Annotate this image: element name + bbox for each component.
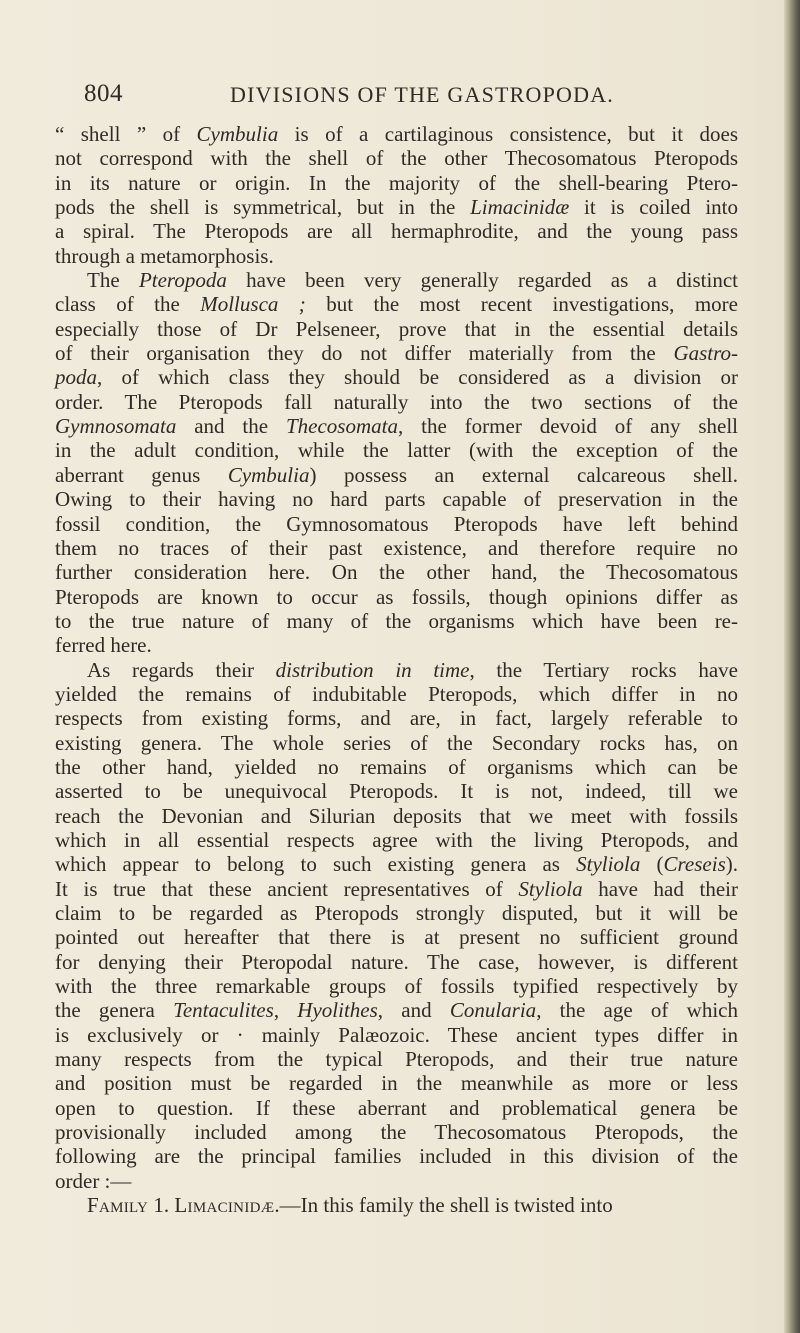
small-caps-text: Family (87, 1193, 149, 1218)
text-segment: and the (176, 414, 286, 439)
text-segment: “ shell ” of (55, 122, 197, 146)
text-line (55, 1071, 738, 1095)
text-line (55, 852, 738, 876)
text-line (55, 804, 738, 828)
text-segment: for denying their Pteropodal nature. The case, however, is different (55, 949, 738, 974)
text-segment: the other hand, yielded no remains of organisms which can be (55, 754, 738, 779)
text-segment: order. The Pteropods fall naturally into the two sections of the (55, 389, 738, 414)
italic-text: distribution in time (275, 657, 470, 682)
italic-text: Cymbulia (196, 122, 279, 146)
text-line (55, 779, 738, 803)
text-segment: , (273, 998, 298, 1023)
text-segment: is exclusively or · mainly Palæozoic. These ancient types differ in (55, 1022, 738, 1047)
text-line (55, 487, 738, 511)
text-line (55, 1120, 738, 1144)
text-segment: is of a cartilaginous consistence, but it does (278, 122, 738, 146)
text-line (55, 171, 738, 195)
text-segment: through a metamorphosis. (55, 243, 274, 268)
text-line (55, 731, 738, 755)
italic-text: Limacinidæ (470, 195, 570, 220)
text-segment: claim to be regarded as Pteropods strongly disputed, but it will be (55, 901, 738, 925)
page-header (84, 80, 764, 110)
text-segment: of their organisation they do not differ materially from the (55, 341, 674, 366)
text-segment: following are the principal families included in this division of the (55, 1144, 738, 1169)
text-line (55, 658, 738, 682)
text-line (55, 1144, 738, 1168)
text-line (55, 633, 738, 657)
text-segment: the genera (55, 998, 174, 1023)
text-line (55, 122, 738, 146)
text-line (55, 341, 738, 365)
text-segment: provisionally included among the Thecosomatous Pteropods, the (55, 1120, 738, 1145)
text-line (55, 609, 738, 633)
italic-text: Thecosomata (285, 414, 398, 439)
italic-text: Gastro- (673, 341, 738, 366)
text-line (55, 146, 738, 170)
text-segment: which appear to belong to such existing genera as (55, 852, 577, 877)
text-segment: especially those of Dr Pelseneer, prove that in the essential details (55, 316, 738, 341)
text-segment: them no traces of their past existence, and therefore require no (55, 535, 738, 560)
text-line (55, 974, 738, 998)
text-segment: respects from existing forms, and are, in fact, largely referable to (55, 706, 738, 731)
text-segment: pods the shell is symmetrical, but in the (55, 195, 471, 220)
italic-text: Hyolithes (297, 998, 378, 1023)
text-segment: Pteropods are known to occur as fossils, though opinions differ as (55, 584, 738, 609)
italic-text: Pteropoda (138, 268, 227, 293)
text-line (55, 195, 738, 219)
text-line (55, 414, 738, 438)
text-segment: which in all essential respects agree with the living Pteropods, and (55, 827, 738, 852)
italic-text: Creseis (663, 852, 726, 877)
text-segment: ( (640, 852, 664, 877)
text-line (55, 219, 738, 243)
text-segment: reach the Devonian and Silurian deposits that we meet with fossils (55, 803, 738, 828)
text-line (55, 268, 738, 292)
text-segment: pointed out hereafter that there is at present no sufficient ground (55, 925, 738, 950)
text-segment: order :— (55, 1168, 132, 1193)
text-segment: further consideration here. On the other hand, the Thecosomatous (55, 560, 738, 585)
text-line (55, 682, 738, 706)
text-segment: asserted to be unequivocal Pteropods. It is not, indeed, till we (55, 779, 738, 804)
text-segment: have had their (582, 876, 738, 901)
text-segment: As regards their (87, 657, 276, 682)
text-line (55, 1096, 738, 1120)
page-edge-shadow (784, 0, 800, 1333)
text-line (55, 560, 738, 584)
text-line (55, 1193, 738, 1217)
text-segment: , the Tertiary rocks have (469, 657, 738, 682)
text-line (55, 365, 738, 389)
body-text (55, 122, 738, 1217)
text-line (55, 828, 738, 852)
text-line (55, 1169, 738, 1193)
text-segment: ) possess an external calcareous shell. (309, 462, 739, 487)
text-segment: Owing to their having no hard parts capable of preservation in the (55, 487, 738, 512)
text-segment: , the age of which (536, 998, 738, 1023)
italic-text: Gymnosomata (55, 414, 177, 439)
text-line (55, 292, 738, 316)
italic-text: Styliola (518, 876, 583, 901)
text-line (55, 536, 738, 560)
text-segment: to the true nature of many of the organisms which have been re- (55, 608, 738, 633)
text-line (55, 512, 738, 536)
text-line (55, 901, 738, 925)
italic-text: Conularia (449, 998, 537, 1023)
text-line (55, 463, 738, 487)
text-segment: It is true that these ancient representatives of (55, 876, 519, 901)
italic-text: poda (55, 365, 97, 390)
italic-text: Cymbulia (227, 462, 310, 487)
italic-text: Mollusca ; (200, 292, 306, 317)
text-line (55, 244, 738, 268)
text-line (55, 755, 738, 779)
text-segment: yielded the remains of indubitable Pteropods, which differ in no (55, 681, 738, 706)
text-line (55, 877, 738, 901)
text-line (55, 925, 738, 949)
text-segment: not correspond with the shell of the other Thecosomatous Pteropods (55, 146, 738, 171)
text-line (55, 1047, 738, 1071)
small-caps-text: Limacinidæ (174, 1193, 275, 1218)
text-segment: aberrant genus (55, 462, 228, 487)
text-line (55, 317, 738, 341)
text-segment: but the most recent investigations, more (305, 292, 738, 317)
text-segment: , the former devoid of any shell (397, 414, 738, 439)
text-segment: The (87, 268, 139, 293)
text-segment: ferred here. (55, 633, 152, 658)
text-line (55, 390, 738, 414)
text-line (55, 1023, 738, 1047)
text-line (55, 706, 738, 730)
text-segment: , and (377, 998, 450, 1023)
italic-text: Tentaculites (173, 998, 274, 1023)
text-line (55, 998, 738, 1022)
text-line (55, 438, 738, 462)
text-segment: open to question. If these aberrant and problematical genera be (55, 1095, 738, 1120)
page-number: 804 (84, 80, 123, 107)
text-segment: class of the (55, 292, 201, 317)
text-segment: ). (725, 852, 738, 877)
text-segment: in the adult condition, while the latter (with the exception of the (55, 438, 738, 463)
text-segment: .—In this family the shell is twisted into (274, 1193, 613, 1218)
text-line (55, 950, 738, 974)
text-segment: it is coiled into (569, 195, 738, 220)
text-segment: existing genera. The whole series of the Secondary rocks has, on (55, 730, 738, 755)
text-segment: have been very generally regarded as a distinct (226, 268, 738, 293)
text-segment: a spiral. The Pteropods are all hermaphrodite, and the young pass (55, 219, 738, 244)
text-segment: with the three remarkable groups of fossils typified respectively by (55, 974, 738, 999)
text-segment: and position must be regarded in the meanwhile as more or less (55, 1071, 738, 1096)
running-head: DIVISIONS OF THE GASTROPODA. (230, 82, 614, 107)
text-line (55, 585, 738, 609)
text-segment: many respects from the typical Pteropods, and their true nature (55, 1047, 738, 1072)
text-segment: fossil condition, the Gymnosomatous Pteropods have left behind (55, 511, 738, 536)
italic-text: Styliola (576, 852, 641, 877)
text-segment: in its nature or origin. In the majority of the shell-bearing Ptero- (55, 170, 738, 195)
text-segment: , of which class they should be considered as a division or (97, 365, 738, 390)
text-segment: 1. (148, 1193, 175, 1218)
